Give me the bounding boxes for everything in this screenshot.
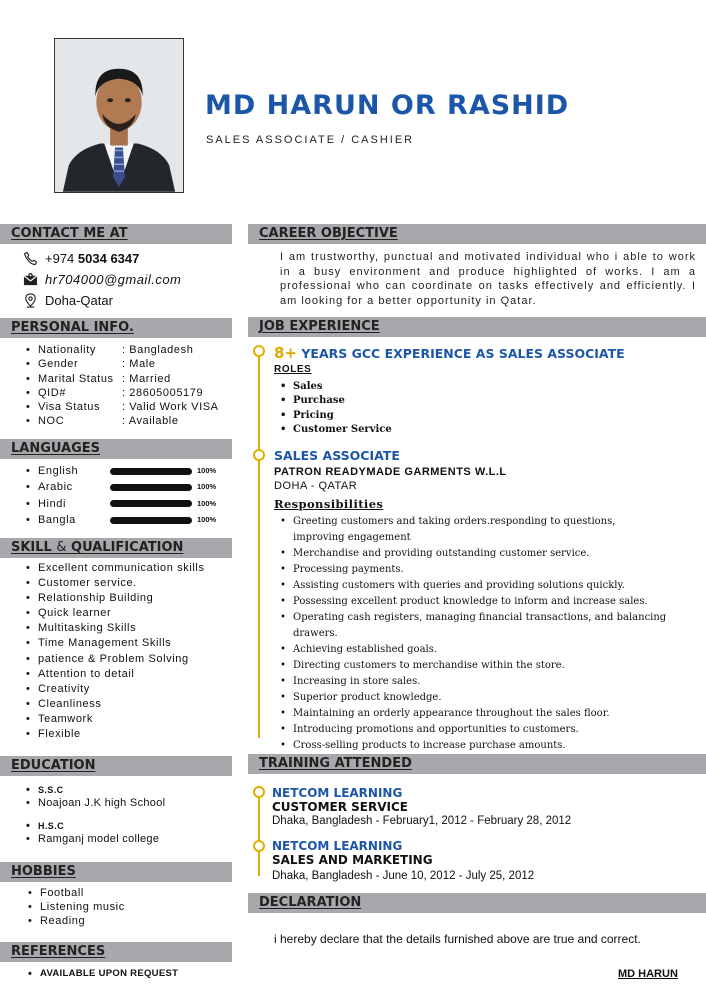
list-item: • Excellent communication skills <box>24 561 205 576</box>
phone-icon <box>22 250 38 266</box>
list-item: • Marital Status : Married <box>24 372 219 386</box>
contact-section-header <box>0 224 232 244</box>
proficiency-bar <box>110 484 192 491</box>
list-item: • Sales <box>274 380 392 394</box>
timeline-dot <box>253 449 265 461</box>
job-heading: JOB EXPERIENCE <box>259 319 380 334</box>
list-item: • Customer service. <box>24 576 205 591</box>
languages-section-header <box>0 439 232 459</box>
languages-list <box>24 463 216 528</box>
responsibilities-label: Responsibilities <box>274 497 384 511</box>
timeline-dot <box>253 840 265 852</box>
training-course: SALES AND MARKETING <box>272 853 433 867</box>
references-list <box>26 968 178 979</box>
skills-section-header <box>0 538 232 558</box>
list-item: • Listening music <box>26 901 125 915</box>
training-heading: TRAINING ATTENDED <box>259 756 412 771</box>
hobbies-heading: HOBBIES <box>11 864 76 879</box>
career-objective-text: I am trustworthy, punctual and motivated individual who i able to work in a busy environment and produce highlighted of works. I am a professional who can coordinate on tasks effectively and efficiently. I am looking for a better opportunity in Qatar. <box>280 251 696 307</box>
list-item: • Introducing promotions and opportunities to customers. <box>274 722 694 738</box>
career-section-header <box>248 224 706 244</box>
list-item: • Superior product knowledge. <box>274 690 694 706</box>
contact-location <box>22 292 113 308</box>
list-item: • Football <box>26 887 125 901</box>
list-item: • Greeting customers and taking orders.responding to questions, improving engagement <box>274 514 654 546</box>
email-text[interactable]: hr704000@gmail.com <box>45 271 182 287</box>
personal-heading: PERSONAL INFO. <box>11 320 134 335</box>
declaration-section-header <box>248 893 706 913</box>
list-item: • Achieving established goals. <box>274 642 694 658</box>
list-item: • Pricing <box>274 409 392 423</box>
list-item: • Gender : Male <box>24 357 219 371</box>
references-heading: REFERENCES <box>11 944 106 959</box>
timeline-line <box>258 352 260 738</box>
location-pin-icon <box>22 292 38 308</box>
list-item: • Purchase <box>274 394 392 408</box>
education-item: • H.S.C <box>24 820 159 832</box>
list-item: • Visa Status : Valid Work VISA <box>24 400 219 414</box>
location-text: Doha-Qatar <box>45 292 113 308</box>
career-heading: CAREER OBJECTIVE <box>259 226 398 241</box>
portrait-illustration <box>55 39 183 192</box>
references-section-header <box>0 942 232 962</box>
education-school: • Noajoan J.K high School <box>24 796 165 810</box>
hobbies-section-header <box>0 862 232 882</box>
list-item: • Reading <box>26 915 125 929</box>
list-item: • QID# : 28605005179 <box>24 386 219 400</box>
languages-heading: LANGUAGES <box>11 441 101 456</box>
experience-summary-rest: YEARS GCC EXPERIENCE AS SALES ASSOCIATE <box>297 346 625 361</box>
timeline-dot <box>253 786 265 798</box>
profile-photo <box>54 38 184 193</box>
job-section-header <box>248 317 706 337</box>
language-item-hindi: • Hindi 100% <box>24 496 216 512</box>
proficiency-bar <box>110 468 192 475</box>
education-section-header <box>0 756 232 776</box>
list-item: • Attention to detail <box>24 667 205 682</box>
training-provider: NETCOM LEARNING <box>272 786 403 800</box>
list-item: • Multitasking Skills <box>24 621 205 636</box>
timeline-dot <box>253 345 265 357</box>
list-item: • Time Management Skills <box>24 636 205 651</box>
timeline-line <box>258 790 260 876</box>
candidate-name: MD HARUN OR RASHID <box>205 90 570 121</box>
training-section-header <box>248 754 706 774</box>
declaration-text: i hereby declare that the details furnished above are true and correct. <box>274 932 641 946</box>
email-icon <box>22 271 38 287</box>
list-item: • NOC : Available <box>24 414 219 428</box>
skills-heading: SKILL & QUALIFICATION <box>11 540 184 555</box>
proficiency-bar <box>110 500 192 507</box>
personal-info-list <box>24 343 219 429</box>
training-provider: NETCOM LEARNING <box>272 839 403 853</box>
references-text: • AVAILABLE UPON REQUEST <box>26 968 178 979</box>
education-school: • Ramganj model college <box>24 832 159 846</box>
training-details: Dhaka, Bangladesh - June 10, 2012 - July 25, 2012 <box>272 870 535 882</box>
contact-phone <box>22 250 139 266</box>
list-item: • Cross-selling products to increase purchase amounts. <box>274 738 694 754</box>
list-item: • Assisting customers with queries and providing solutions quickly. <box>274 578 694 594</box>
roles-list <box>274 380 392 438</box>
training-details: Dhaka, Bangladesh - February1, 2012 - February 28, 2012 <box>272 815 572 827</box>
language-item-arabic: • Arabic 100% <box>24 479 216 495</box>
education-item: • S.S.C <box>24 784 165 796</box>
contact-heading: CONTACT ME AT <box>11 226 128 241</box>
list-item: • Quick learner <box>24 606 205 621</box>
proficiency-bar <box>110 517 192 524</box>
declaration-heading: DECLARATION <box>259 895 362 910</box>
list-item: • Creativity <box>24 682 205 697</box>
contact-email[interactable] <box>22 271 181 287</box>
experience-summary-title: 8+ YEARS GCC EXPERIENCE AS SALES ASSOCIATE <box>274 344 625 362</box>
list-item: • Operating cash registers, managing financial transactions, and balancing drawers. <box>274 610 694 642</box>
language-item-bangla: • Bangla 100% <box>24 512 216 528</box>
training-course: CUSTOMER SERVICE <box>272 800 408 814</box>
education-list <box>24 784 165 810</box>
list-item: • Relationship Building <box>24 591 205 606</box>
list-item: • Nationality : Bangladesh <box>24 343 219 357</box>
list-item: • Increasing in store sales. <box>274 674 694 690</box>
phone-number: 5034 6347 <box>77 250 140 266</box>
company-name: PATRON READYMADE GARMENTS W.L.L <box>274 466 507 478</box>
phone-prefix: +974 <box>45 250 78 266</box>
roles-label: ROLES <box>274 364 312 375</box>
personal-section-header <box>0 318 232 338</box>
education-heading: EDUCATION <box>11 758 96 773</box>
list-item: • Processing payments. <box>274 562 694 578</box>
list-item: • Maintaining an orderly appearance throughout the sales floor. <box>274 706 694 722</box>
language-item-english: • English 100% <box>24 463 216 479</box>
list-item: • Flexible <box>24 727 205 742</box>
list-item: • Teamwork <box>24 712 205 727</box>
list-item: • Possessing excellent product knowledge to inform and increase sales. <box>274 594 694 610</box>
candidate-title: SALES ASSOCIATE / CASHIER <box>206 134 415 146</box>
signature-name: MD HARUN <box>618 968 678 980</box>
list-item: • Cleanliness <box>24 697 205 712</box>
hobbies-list <box>26 887 125 928</box>
list-item: • Directing customers to merchandise within the store. <box>274 658 694 674</box>
list-item: • Customer Service <box>274 423 392 437</box>
responsibilities-list <box>274 514 694 754</box>
list-item: • Merchandise and providing outstanding customer service. <box>274 546 694 562</box>
list-item: • patience & Problem Solving <box>24 652 205 667</box>
company-location: DOHA - QATAR <box>274 480 358 492</box>
education-list-2 <box>24 820 159 846</box>
position-title: SALES ASSOCIATE <box>274 448 400 463</box>
skills-list <box>24 561 205 742</box>
